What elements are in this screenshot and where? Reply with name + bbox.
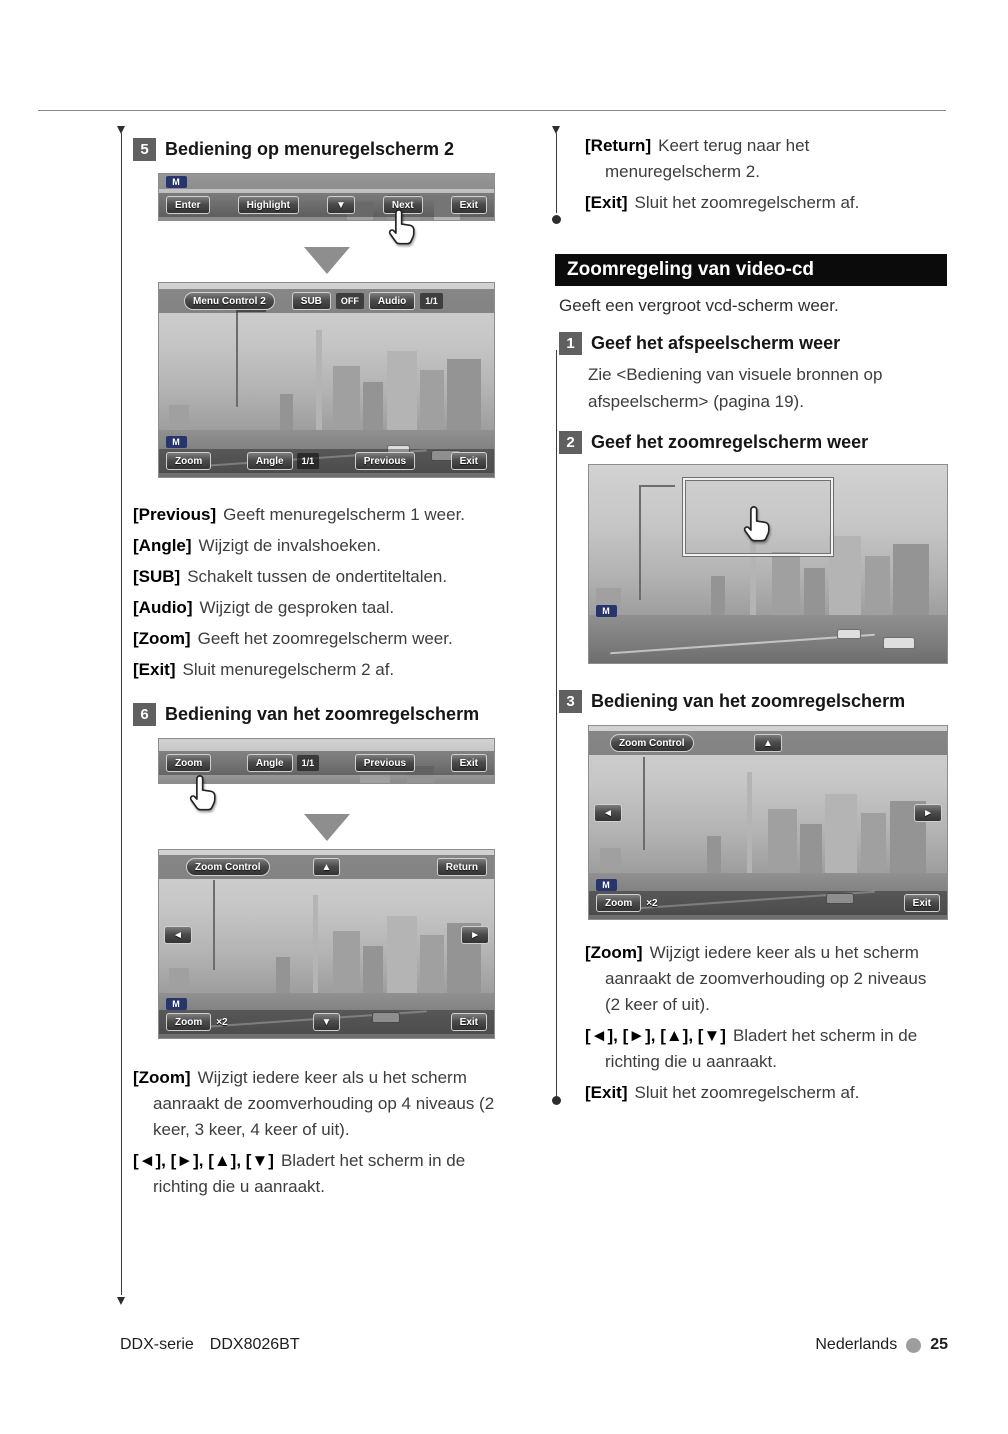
def-key: [Exit]: [585, 1083, 628, 1102]
page-indicator: 1/1: [420, 293, 443, 309]
pan-right-button: ►: [461, 926, 489, 944]
def-key: [Exit]: [133, 660, 176, 679]
def-zoom: [133, 626, 501, 652]
down-arrow-icon: [304, 814, 350, 841]
def-desc: Bladert het scherm in de richting die u aanraakt.: [153, 1151, 466, 1196]
def-desc: Wijzigt iedere keer als u het scherm aanraakt de zoomverhouding op 4 niveaus (2 keer, 3 keer, 4 keer of uit).: [153, 1068, 495, 1139]
model-number: DDX8026BT: [209, 1336, 300, 1353]
angle-button: Angle: [247, 452, 293, 470]
def-angle: [133, 533, 501, 559]
def-key: [Audio]: [133, 598, 193, 617]
def-exit: [585, 1080, 937, 1106]
def-desc: Wijzigt iedere keer als u het scherm aanraakt de zoomverhouding op 2 niveaus (2 keer of uit).: [605, 943, 927, 1014]
def-desc: Geeft het zoomregelscherm weer.: [197, 629, 453, 648]
hand-cursor-icon: [741, 504, 775, 544]
step-1-heading: [559, 332, 947, 355]
building: [865, 556, 890, 615]
step6-definitions: [133, 1065, 501, 1200]
step3-definitions: [585, 940, 937, 1106]
angle-button: Angle: [247, 754, 293, 772]
angle-indicator: 1/1: [297, 453, 320, 469]
angle-group: [247, 754, 319, 772]
def-desc: Sluit het zoomregelscherm af.: [634, 1083, 860, 1102]
building: [829, 536, 861, 615]
screenshot-zoom-control: [158, 849, 495, 1039]
brand-logo: M: [596, 879, 617, 891]
step5-definitions: [133, 502, 501, 683]
footer-dot-icon: [906, 1338, 921, 1353]
street-pole: [236, 310, 238, 407]
def-key: [Zoom]: [133, 1068, 191, 1087]
step-number-badge: 5: [133, 138, 156, 161]
building: [276, 957, 289, 993]
screenshot-zoom-control-vcd: [588, 725, 948, 920]
brand-logo: M: [596, 605, 617, 617]
zoom-button: Zoom: [166, 1013, 211, 1031]
car: [883, 637, 915, 649]
scroll-down-button: ▼: [327, 196, 355, 214]
sub-button: SUB: [292, 292, 331, 310]
bottom-control-bar: [589, 891, 947, 915]
building-spire: [316, 330, 321, 431]
step-6-heading: [133, 703, 528, 726]
def-desc: Sluit het zoomregelscherm af.: [634, 193, 860, 212]
step-title: Geef het afspeelscherm weer: [591, 333, 841, 353]
step-title: Bediening van het zoomregelscherm: [165, 704, 480, 724]
def-zoom: [133, 1065, 501, 1143]
def-desc: Geeft menuregelscherm 1 weer.: [223, 505, 466, 524]
street-pole: [639, 485, 641, 600]
left-column: [133, 138, 528, 1205]
right-column: [555, 133, 947, 1111]
zoom-button: Zoom: [166, 452, 211, 470]
def-key: [Angle]: [133, 536, 192, 555]
zoom-level-indicator: ×2: [216, 1016, 228, 1028]
figure-group-zoom: [158, 738, 495, 1039]
exit-button: Exit: [451, 1013, 487, 1031]
menu-control2-title-button: Menu Control 2: [184, 292, 275, 310]
def-desc: Bladert het scherm in de richting die u aanraakt.: [605, 1026, 918, 1071]
step-number-badge: 3: [559, 690, 582, 713]
def-desc: Sluit menuregelscherm 2 af.: [182, 660, 395, 679]
def-key: [Previous]: [133, 505, 217, 524]
zoom-level-indicator: ×2: [646, 897, 658, 909]
pan-left-button: ◄: [594, 804, 622, 822]
section-title: Zoomregeling van video-cd: [555, 254, 947, 286]
zoom-control-title-button: Zoom Control: [610, 734, 694, 752]
footer-model-info: [120, 1336, 300, 1354]
def-exit: [585, 190, 937, 216]
step-2-heading: [559, 431, 947, 454]
header-rule: [38, 110, 946, 111]
step-5-heading: [133, 138, 528, 161]
top-control-bar: [589, 731, 947, 755]
screenshot-playback-screen: [588, 464, 948, 664]
step-title: Bediening op menuregelscherm 2: [165, 139, 455, 159]
language-label: Nederlands: [815, 1336, 898, 1353]
bottom-control-bar: [159, 449, 494, 473]
top-control-bar: [159, 855, 494, 879]
brand-logo: M: [166, 436, 187, 448]
previous-button: Previous: [355, 754, 415, 772]
step-title: Geef het zoomregelscherm weer: [591, 432, 869, 452]
figure-playback: [588, 464, 948, 664]
def-key: [Zoom]: [585, 943, 643, 962]
zoom-button: Zoom: [166, 754, 211, 772]
previous-button: Previous: [355, 452, 415, 470]
step-number-badge: 1: [559, 332, 582, 355]
def-return: [585, 133, 937, 185]
touch-area-outline: [683, 478, 833, 556]
page-footer: [120, 1336, 948, 1354]
brand-logo: M: [166, 176, 187, 188]
def-desc: Wijzigt de gesproken taal.: [199, 598, 395, 617]
hand-cursor-icon: [386, 207, 420, 247]
street-pole-arm: [639, 485, 675, 487]
building: [387, 351, 417, 431]
building: [861, 813, 886, 873]
brand-logo: M: [166, 998, 187, 1010]
building: [768, 809, 797, 873]
building: [333, 366, 360, 430]
pan-up-button: ▲: [754, 734, 782, 752]
def-key: [Exit]: [585, 193, 628, 212]
angle-group: [247, 452, 319, 470]
building: [893, 544, 929, 615]
building: [600, 848, 621, 873]
sub-state-indicator: OFF: [336, 293, 364, 309]
pan-left-button: ◄: [164, 926, 192, 944]
def-key: [◄], [►], [▲], [▼]: [585, 1026, 726, 1045]
street-pole: [213, 880, 215, 970]
figure-zoom-control: [588, 725, 948, 920]
def-audio: [133, 595, 501, 621]
def-key: [◄], [►], [▲], [▼]: [133, 1151, 274, 1170]
top-control-bar: [159, 289, 494, 313]
highlight-button: Highlight: [238, 196, 299, 214]
def-key: [SUB]: [133, 567, 181, 586]
angle-indicator: 1/1: [297, 755, 320, 771]
screenshot-menu-control2: [158, 282, 495, 478]
exit-button: Exit: [451, 196, 487, 214]
step-number-badge: 2: [559, 431, 582, 454]
building: [825, 794, 857, 873]
zoom-control-title-button: Zoom Control: [186, 858, 270, 876]
menu-control-bar: [159, 193, 494, 217]
building: [280, 394, 293, 431]
step-title: Bediening van het zoomregelscherm: [591, 691, 906, 711]
return-button: Return: [437, 858, 487, 876]
def-desc: Keert terug naar het menuregelscherm 2.: [605, 136, 810, 181]
street-pole: [643, 757, 645, 850]
building: [363, 946, 383, 993]
building: [333, 931, 360, 993]
def-key: [Zoom]: [133, 629, 191, 648]
def-sub: [133, 564, 501, 590]
continuation-down-arrow-icon: [117, 1297, 125, 1305]
footer-page-info: [815, 1336, 948, 1354]
hand-cursor-icon: [187, 773, 221, 813]
screenshot-menubar2: [158, 173, 495, 221]
page-number: 25: [930, 1336, 948, 1353]
step-number-badge: 6: [133, 703, 156, 726]
building: [420, 370, 443, 430]
pan-right-button: ►: [914, 804, 942, 822]
building: [169, 968, 189, 992]
bottom-control-bar: [159, 751, 494, 775]
zoom-button: Zoom: [596, 894, 641, 912]
def-direction-keys: [585, 1023, 937, 1075]
exit-button: Exit: [904, 894, 940, 912]
building: [804, 568, 825, 616]
def-desc: Schakelt tussen de ondertiteltalen.: [187, 567, 448, 586]
step-3-heading: [559, 690, 947, 713]
exit-button: Exit: [451, 754, 487, 772]
enter-button: Enter: [166, 196, 210, 214]
building: [363, 382, 383, 431]
screenshot-zoombar: [158, 738, 495, 784]
building: [447, 359, 481, 431]
building: [707, 836, 721, 873]
def-key: [Return]: [585, 136, 652, 155]
bottom-control-bar: [159, 1010, 494, 1034]
down-arrow-icon: [304, 247, 350, 274]
left-procedure-line: [121, 133, 122, 1295]
top-shade: [159, 174, 494, 189]
building: [420, 935, 443, 993]
step-1-body: Zie <Bediening van visuele bronnen op afspeelscherm> (pagina 19).: [588, 365, 883, 411]
building-spire: [747, 772, 753, 872]
building-spire: [313, 895, 318, 993]
def-desc: Wijzigt de invalshoeken.: [198, 536, 381, 555]
next-button: Next: [383, 196, 423, 214]
def-previous: [133, 502, 501, 528]
building: [169, 405, 189, 430]
exit-button: Exit: [451, 452, 487, 470]
building: [387, 916, 417, 993]
car: [837, 629, 861, 639]
previous-procedure-definitions: [585, 133, 937, 216]
section-intro: Geeft een vergroot vcd-scherm weer.: [559, 296, 839, 315]
building: [711, 576, 725, 616]
audio-button: Audio: [369, 292, 415, 310]
def-exit: [133, 657, 501, 683]
model-series: DDX-serie: [120, 1336, 194, 1353]
def-zoom: [585, 940, 937, 1018]
def-direction-keys: [133, 1148, 501, 1200]
figure-group-menu2: [158, 173, 495, 478]
pan-up-button: ▲: [313, 858, 341, 876]
building: [772, 552, 801, 615]
pan-down-button: ▼: [313, 1013, 341, 1031]
building: [800, 824, 821, 872]
